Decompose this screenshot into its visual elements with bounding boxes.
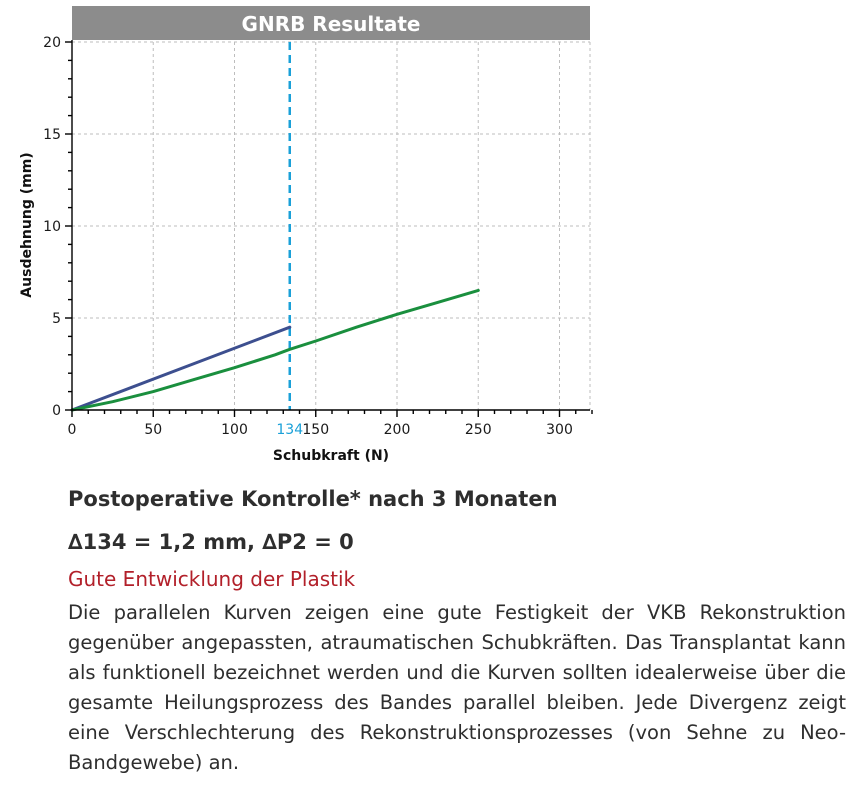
x-tick-label-50: 50	[144, 422, 163, 438]
series-line-2	[72, 290, 478, 410]
series-group	[72, 290, 478, 410]
gnrb-chart	[0, 0, 600, 470]
y-tick-label-15: 15	[43, 127, 61, 143]
y-tick-label-0: 0	[52, 403, 61, 419]
y-axis-title: Ausdehnung (mm)	[19, 152, 35, 298]
y-tick-label-10: 10	[43, 219, 61, 235]
delta-values: ∆134 = 1,2 mm, ∆P2 = 0	[68, 530, 354, 554]
y-tick-label-20: 20	[43, 35, 61, 51]
x-tick-label-0: 0	[67, 422, 77, 438]
x-tick-label-134: 134	[276, 422, 304, 438]
assessment-heading: Gute Entwicklung der Plastik	[68, 567, 356, 591]
body-paragraph: Die parallelen Kurven zeigen eine gute Festigkeit der VKB Rekonstruktion gegenüber angepassten, atraumatischen Schubkräften. Das Transplantat kann als funktionell bezeichnet werden und die Kurven sollten idealerweise über die gesamte Heilungsprozess des Bandes parallel bleiben. Jede Divergenz zeigt eine Verschlechterung des Rekonstruktionsprozesses (von Sehne zu Neo-Bandgewebe) an.	[68, 601, 846, 774]
y-tick-label-5: 5	[52, 311, 61, 327]
tick-labels	[43, 35, 573, 438]
axes	[65, 40, 592, 417]
chart-title: GNRB Resultate	[241, 12, 421, 36]
x-tick-label-250: 250	[464, 422, 492, 438]
series-line-1	[72, 327, 290, 410]
grid	[72, 42, 590, 410]
x-tick-label-300: 300	[546, 422, 573, 438]
x-tick-label-100: 100	[221, 422, 248, 438]
x-tick-label-200: 200	[383, 422, 411, 438]
x-tick-label-150: 150	[302, 422, 330, 438]
subtitle: Postoperative Kontrolle* nach 3 Monaten	[68, 487, 558, 511]
x-axis-title: Schubkraft (N)	[272, 448, 390, 464]
